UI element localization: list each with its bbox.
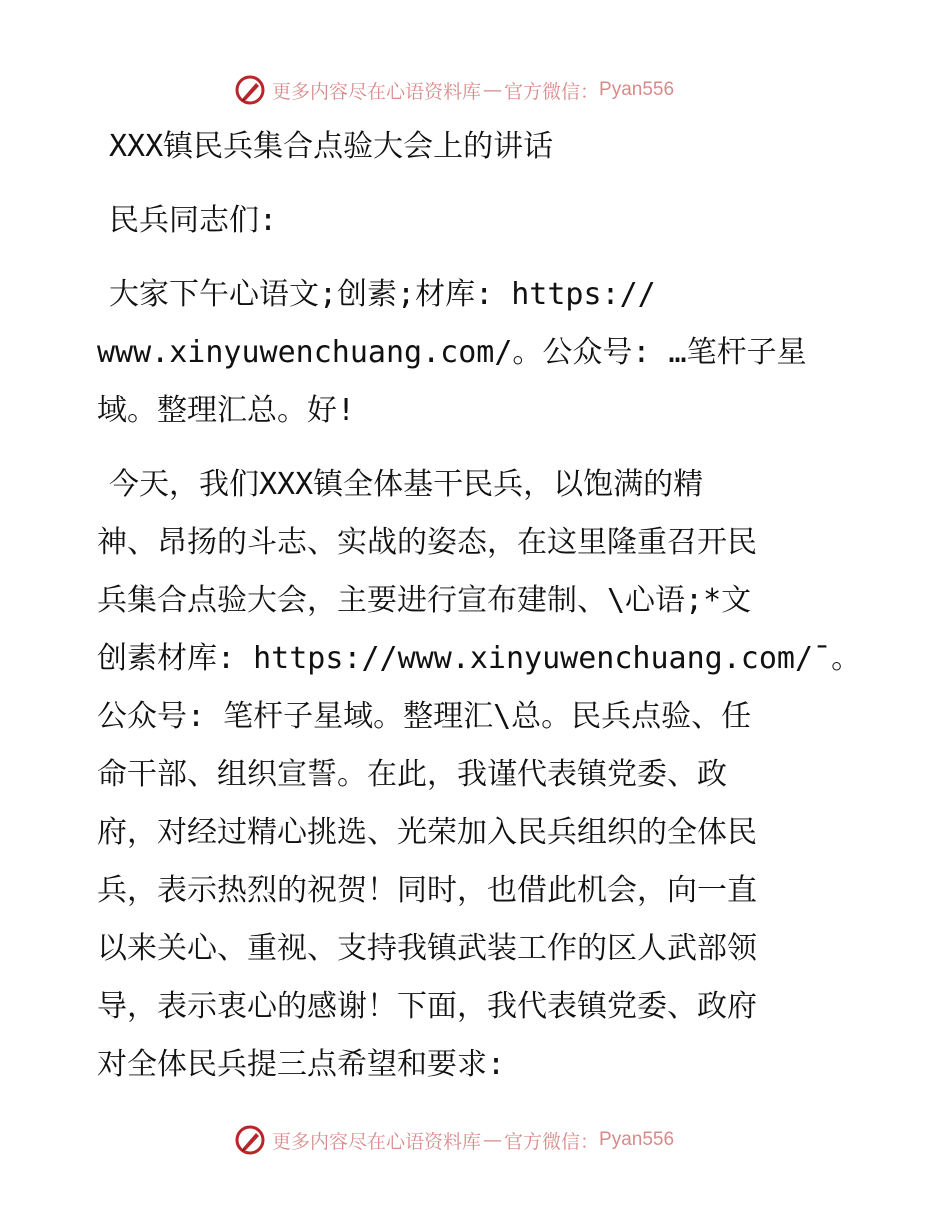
footer-banner-separator: — (483, 1129, 503, 1151)
paragraph-line: 导，表示衷心的感谢！下面，我代表镇党委、政府 (97, 989, 757, 1024)
paragraph-line: 对全体民兵提三点希望和要求: (97, 1047, 506, 1082)
footer-wechat-id: Pyan556 (599, 1129, 675, 1150)
header-wechat-label: 官方微信： (504, 80, 600, 103)
paragraph-2 (97, 456, 862, 1094)
paragraph-line: 神、昂扬的斗志、实战的姿态，在这里隆重召开民 (97, 525, 757, 560)
header-banner-text: 更多内容尽在心语资料库 (272, 80, 482, 103)
paragraph-line: 命干部、组织宣誓。在此，我谨代表镇党委、政 (97, 757, 727, 792)
paragraph-line: 创素材库: https://www.xinyuwenchuang.com/¯。 (97, 641, 862, 676)
pen-logo-icon (234, 1124, 266, 1156)
paragraph-line: 公众号: 笔杆子星域。整理汇\总。民兵点验、任 (97, 699, 752, 734)
header-banner-separator: — (483, 79, 503, 101)
paragraph-1 (97, 266, 857, 440)
paragraph-line: 域。整理汇总。好! (97, 393, 356, 428)
greeting: 民兵同志们: (109, 203, 278, 238)
footer-watermark-banner (234, 1120, 714, 1160)
header-watermark-banner (234, 70, 714, 110)
document-title: XXX镇民兵集合点验大会上的讲话 (109, 129, 554, 164)
paragraph-line: www.xinyuwenchuang.com/。公众号: …笔杆子星 (97, 335, 807, 370)
paragraph-line: 府，对经过精心挑选、光荣加入民兵组织的全体民 (97, 815, 757, 850)
footer-wechat-label: 官方微信： (504, 1130, 600, 1153)
paragraph-line: 大家下午心语文;创素;材库: https:// (109, 277, 656, 312)
header-wechat-id: Pyan556 (599, 79, 675, 100)
pen-logo-icon (234, 74, 266, 106)
paragraph-line: 兵，表示热烈的祝贺！同时，也借此机会，向一直 (97, 873, 757, 908)
footer-banner-text: 更多内容尽在心语资料库 (272, 1130, 482, 1153)
paragraph-line: 以来关心、重视、支持我镇武装工作的区人武部领 (97, 931, 757, 966)
paragraph-line: 今天，我们XXX镇全体基干民兵，以饱满的精 (109, 467, 704, 502)
paragraph-line: 兵集合点验大会，主要进行宣布建制、\心语;*文 (97, 583, 752, 618)
